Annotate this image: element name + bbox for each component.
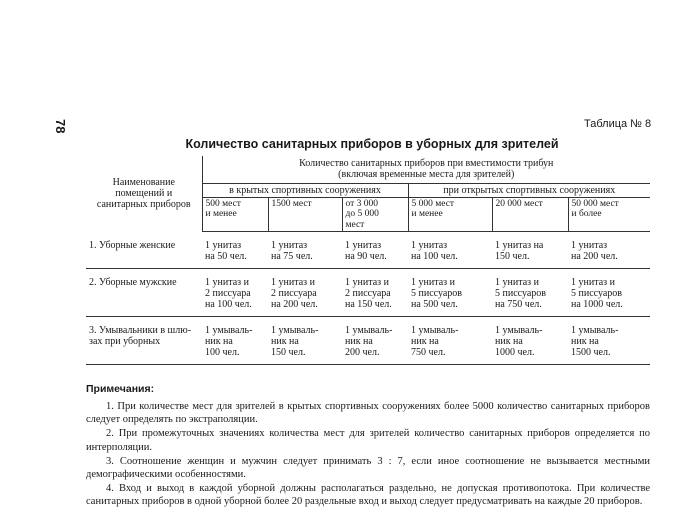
- note-item: 2. При промежуточных значениях количества мест для зрителей количество санитарных приборов определяется по интерполяции.: [86, 428, 650, 453]
- table-cell: 1 умываль- ник на 1500 чел.: [568, 317, 650, 365]
- table-cell: 1 умываль- ник на 200 чел.: [342, 317, 408, 365]
- table-cell: 1 унитаз на 200 чел.: [568, 232, 650, 269]
- row-name: 2. Уборные мужские: [86, 269, 202, 317]
- group-header-outdoor: при открытых спортивных сооружениях: [408, 184, 650, 198]
- note-item: 4. Вход и выход в каждой уборной должны располагаться раздельно, не допуская противопотока. При количестве санитарных приборов в одной уборной более 20 раздельные вход и выход следует предусматривать на каждые 20 приборов.: [86, 482, 650, 507]
- table-cell: 1 унитаз и 2 писсуара на 150 чел.: [342, 269, 408, 317]
- capacity-header: 1500 мест: [268, 198, 342, 232]
- group-header-indoor: в крытых спортивных сооружениях: [202, 184, 408, 198]
- notes-title: Примечания:: [86, 383, 155, 395]
- capacity-header: 50 000 мест и более: [568, 198, 650, 232]
- note-item: 3. Соотношение женщин и мужчин следует принимать 3 : 7, если иное соотношение не вызывается местными демографическими особенностями.: [86, 455, 650, 480]
- table-cell: 1 умываль- ник на 150 чел.: [268, 317, 342, 365]
- table-cell: 1 унитаз на 75 чел.: [268, 232, 342, 269]
- table-cell: 1 унитаз и 5 писсуаров на 500 чел.: [408, 269, 492, 317]
- table-row: [86, 317, 650, 365]
- table-title: Количество санитарных приборов в уборных для зрителей: [185, 137, 559, 151]
- note-item: 1. При количестве мест для зрителей в крытых спортивных сооружениях более 5000 количество санитарных приборов следует определять по экстраполяции.: [86, 401, 650, 426]
- table-cell: 1 умываль- ник на 100 чел.: [202, 317, 268, 365]
- table-cell: 1 унитаз и 2 писсуара на 100 чел.: [202, 269, 268, 317]
- top-header: Количество санитарных приборов при вместимости трибун (включая временные места для зрителей): [202, 156, 650, 184]
- capacity-header: 20 000 мест: [492, 198, 568, 232]
- table-cell: 1 унитаз и 2 писсуара на 200 чел.: [268, 269, 342, 317]
- row-name: 1. Уборные женские: [86, 232, 202, 269]
- capacity-header: 500 мест и менее: [202, 198, 268, 232]
- table-row: [86, 269, 650, 317]
- table-cell: 1 унитаз на 90 чел.: [342, 232, 408, 269]
- table-cell: 1 унитаз на 100 чел.: [408, 232, 492, 269]
- table-cell: 1 умываль- ник на 1000 чел.: [492, 317, 568, 365]
- capacity-header: от 3 000 до 5 000 мест: [342, 198, 408, 232]
- table-row: [86, 232, 650, 269]
- table-cell: 1 унитаз и 5 писсуаров на 1000 чел.: [568, 269, 650, 317]
- row-header: Наименование помещений и санитарных приборов: [86, 156, 202, 232]
- table-label: Таблица № 8: [584, 118, 652, 130]
- sanitary-fixtures-table: [86, 156, 650, 365]
- row-name: 3. Умывальники в шлю- зах при уборных: [86, 317, 202, 365]
- capacity-header: 5 000 мест и менее: [408, 198, 492, 232]
- notes-section: [86, 383, 650, 509]
- table-cell: 1 унитаз и 5 писсуаров на 750 чел.: [492, 269, 568, 317]
- table-cell: 1 умываль- ник на 750 чел.: [408, 317, 492, 365]
- table-cell: 1 унитаз на 150 чел.: [492, 232, 568, 269]
- table-cell: 1 унитаз на 50 чел.: [202, 232, 268, 269]
- page-number: 78: [53, 119, 68, 134]
